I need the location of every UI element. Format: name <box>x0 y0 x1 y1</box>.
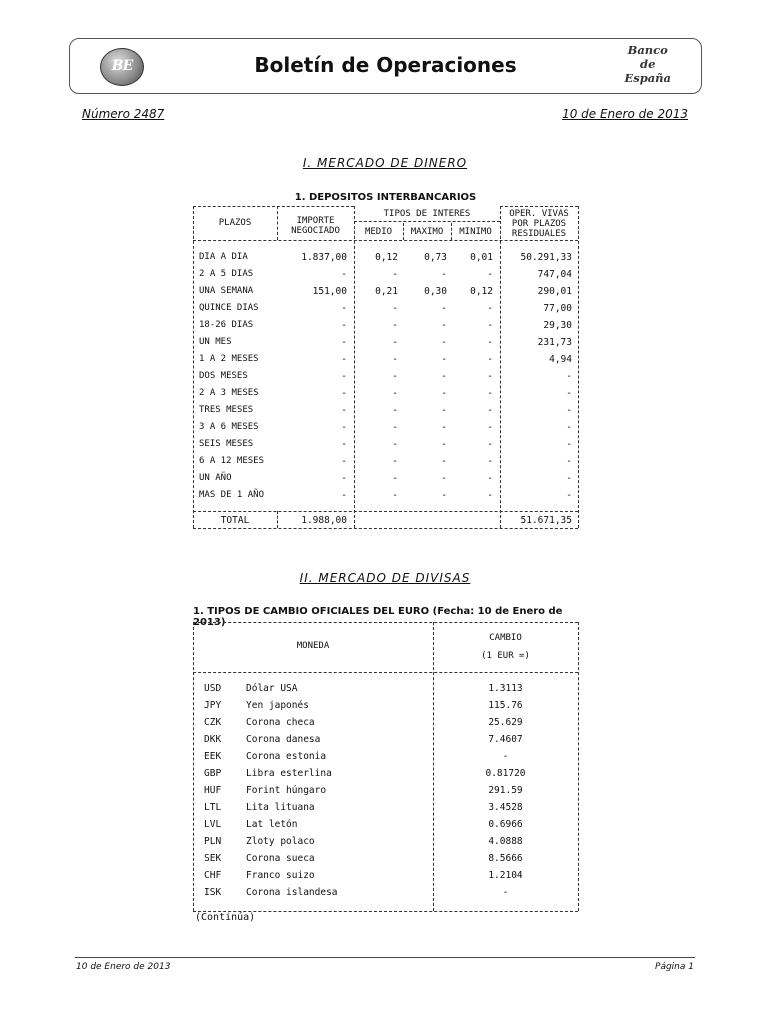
cell-medio: - <box>392 490 398 501</box>
currency-row <box>193 836 578 853</box>
currency-name: Forint húngaro <box>246 785 327 796</box>
header-cambio: CAMBIO <box>489 633 522 643</box>
currency-name: Corona checa <box>246 717 315 728</box>
depositos-row <box>193 456 578 473</box>
bulletin-number: Número 2487 <box>82 107 165 121</box>
currency-rate: 0.81720 <box>485 768 526 779</box>
cell-oper: 231,73 <box>537 337 572 348</box>
currency-rate: 25.629 <box>488 717 523 728</box>
currency-row <box>193 734 578 751</box>
cell-minimo: - <box>487 422 493 433</box>
currency-rate: - <box>502 751 509 762</box>
cell-maximo: 0,30 <box>424 286 447 297</box>
cell-minimo: - <box>487 405 493 416</box>
cell-oper: 29,30 <box>543 320 572 331</box>
currency-row <box>193 802 578 819</box>
currency-code: DKK <box>204 734 222 745</box>
cell-minimo: 0,12 <box>470 286 493 297</box>
cell-oper: - <box>566 456 572 467</box>
brand-line: España <box>624 71 671 85</box>
cell-minimo: - <box>487 269 493 280</box>
currency-rate: 4.0888 <box>488 836 523 847</box>
cell-maximo: - <box>441 269 447 280</box>
cell-plazo: 3 A 6 MESES <box>199 422 259 432</box>
cell-maximo: - <box>441 320 447 331</box>
header-oper-vivas <box>500 209 578 239</box>
cell-oper: - <box>566 439 572 450</box>
currency-rate: 8.5666 <box>488 853 523 864</box>
header-moneda: MONEDA <box>296 641 330 651</box>
cell-maximo: - <box>441 388 447 399</box>
currency-name: Lita lituana <box>246 802 315 813</box>
subtitle-depositos: 1. DEPOSITOS INTERBANCARIOS <box>294 192 477 203</box>
currency-row <box>193 887 578 904</box>
currency-row <box>193 751 578 768</box>
cell-minimo: - <box>487 456 493 467</box>
currency-rate: 3.4528 <box>488 802 523 813</box>
cell-oper: - <box>566 490 572 501</box>
cell-importe: - <box>341 456 347 467</box>
cell-maximo: - <box>441 456 447 467</box>
cell-medio: - <box>392 388 398 399</box>
cell-medio: - <box>392 439 398 450</box>
document-header <box>69 38 702 94</box>
depositos-row <box>193 490 578 507</box>
currency-code: ISK <box>204 887 222 898</box>
cell-minimo: - <box>487 490 493 501</box>
cell-plazo: UNA SEMANA <box>199 286 254 296</box>
cell-oper: 50.291,33 <box>520 252 572 263</box>
cell-medio: - <box>392 422 398 433</box>
bulletin-date: 10 de Enero de 2013 <box>562 107 688 121</box>
depositos-row <box>193 473 578 490</box>
cell-oper: 747,04 <box>537 269 572 280</box>
cell-importe: - <box>341 354 347 365</box>
currency-code: LTL <box>204 802 222 813</box>
tipos-cambio-table <box>193 622 578 912</box>
header-importe-line: NEGOCIADO <box>291 226 340 236</box>
depositos-row <box>193 354 578 371</box>
cell-plazo: 6 A 12 MESES <box>199 456 265 466</box>
cell-minimo: - <box>487 439 493 450</box>
header-oper-line: OPER. VIVAS <box>509 209 569 219</box>
currency-row <box>193 768 578 785</box>
cell-maximo: - <box>441 490 447 501</box>
brand-line: Banco <box>627 43 668 57</box>
depositos-row <box>193 286 578 303</box>
subtitle-tipos-cambio: 1. TIPOS DE CAMBIO OFICIALES DEL EURO (Fecha: 10 de Enero de 2013) <box>193 606 563 628</box>
depositos-row <box>193 388 578 405</box>
cell-medio: - <box>392 405 398 416</box>
depositos-row <box>193 405 578 422</box>
cell-medio: - <box>392 337 398 348</box>
footer-date: 10 de Enero de 2013 <box>76 962 171 972</box>
currency-row <box>193 870 578 887</box>
cell-oper: 290,01 <box>537 286 572 297</box>
cell-plazo: 1 A 2 MESES <box>199 354 259 364</box>
currency-name: Dólar USA <box>246 683 298 694</box>
cell-minimo: - <box>487 337 493 348</box>
currency-code: USD <box>204 683 222 694</box>
cell-importe: - <box>341 388 347 399</box>
cell-importe: - <box>341 490 347 501</box>
cell-medio: - <box>392 320 398 331</box>
header-tipos-interes: TIPOS DE INTERES <box>383 209 471 219</box>
header-cambio-unit: (1 EUR =) <box>481 651 530 661</box>
currency-code: CZK <box>204 717 222 728</box>
cell-plazo: UN AÑO <box>199 473 232 483</box>
cell-medio: - <box>392 456 398 467</box>
currency-code: SEK <box>204 853 222 864</box>
cell-plazo: 2 A 3 MESES <box>199 388 259 398</box>
currency-row <box>193 853 578 870</box>
currency-row <box>193 683 578 700</box>
cell-maximo: - <box>441 354 447 365</box>
cell-importe: 151,00 <box>312 286 347 297</box>
cell-importe: - <box>341 405 347 416</box>
cell-importe: - <box>341 439 347 450</box>
header-maximo: MAXIMO <box>410 227 444 237</box>
depositos-row <box>193 422 578 439</box>
cell-maximo: - <box>441 371 447 382</box>
currency-code: CHF <box>204 870 222 881</box>
header-importe-line: IMPORTE <box>296 216 335 226</box>
cell-importe: - <box>341 269 347 280</box>
cell-minimo: - <box>487 371 493 382</box>
cell-plazo: UN MES <box>199 337 232 347</box>
currency-name: Franco suizo <box>246 870 315 881</box>
section-title-mercado-divisas: II. MERCADO DE DIVISAS <box>299 571 471 585</box>
currency-rate: 115.76 <box>488 700 523 711</box>
cell-maximo: - <box>441 422 447 433</box>
cell-plazo: 18-26 DIAS <box>199 320 254 330</box>
cell-importe: - <box>341 422 347 433</box>
currency-row <box>193 717 578 734</box>
cell-maximo: - <box>441 473 447 484</box>
cell-plazo: 2 A 5 DIAS <box>199 269 254 279</box>
footer-page: Página 1 <box>655 962 694 972</box>
cell-medio: - <box>392 354 398 365</box>
cell-importe: - <box>341 303 347 314</box>
cell-plazo: DOS MESES <box>199 371 248 381</box>
total-importe: 1.988,00 <box>301 515 347 526</box>
currency-code: PLN <box>204 836 222 847</box>
cell-medio: - <box>392 473 398 484</box>
cell-medio: - <box>392 303 398 314</box>
cell-oper: - <box>566 371 572 382</box>
brand-line: de <box>640 57 656 71</box>
footer-divider <box>75 957 695 958</box>
header-oper-line: POR PLAZOS <box>511 219 567 229</box>
depositos-row <box>193 371 578 388</box>
currency-name: Libra esterlina <box>246 768 332 779</box>
cell-minimo: - <box>487 303 493 314</box>
cell-plazo: QUINCE DIAS <box>199 303 259 313</box>
depositos-row <box>193 337 578 354</box>
cell-oper: - <box>566 405 572 416</box>
currency-name: Yen japonés <box>246 700 309 711</box>
cell-minimo: - <box>487 354 493 365</box>
cell-maximo: - <box>441 439 447 450</box>
header-oper-line: RESIDUALES <box>511 229 567 239</box>
logo-text: BE <box>111 58 133 74</box>
cell-plazo: DIA A DIA <box>199 252 248 262</box>
cell-importe: - <box>341 473 347 484</box>
currency-code: EEK <box>204 751 222 762</box>
continua-note: (Continúa) <box>195 912 256 923</box>
currency-code: HUF <box>204 785 222 796</box>
cell-importe: - <box>341 371 347 382</box>
cell-medio: 0,21 <box>375 286 398 297</box>
header-importe <box>277 216 354 236</box>
total-oper: 51.671,35 <box>520 515 572 526</box>
depositos-row <box>193 320 578 337</box>
currency-name: Corona islandesa <box>246 887 338 898</box>
depositos-row <box>193 252 578 269</box>
header-medio: MEDIO <box>364 227 393 237</box>
cell-minimo: - <box>487 473 493 484</box>
currency-rate: - <box>502 887 509 898</box>
cell-plazo: TRES MESES <box>199 405 254 415</box>
cell-oper: 77,00 <box>543 303 572 314</box>
header-minimo: MINIMO <box>459 227 492 237</box>
currency-row <box>193 700 578 717</box>
cell-maximo: 0,73 <box>424 252 447 263</box>
page-title: Boletín de Operaciones <box>254 53 517 77</box>
currency-rate: 7.4607 <box>488 734 523 745</box>
currency-rate: 1.2104 <box>488 870 523 881</box>
currency-name: Corona danesa <box>246 734 321 745</box>
header-plazos: PLAZOS <box>218 218 252 228</box>
currency-code: JPY <box>204 700 222 711</box>
cell-oper: 4,94 <box>549 354 572 365</box>
total-label: TOTAL <box>220 515 250 526</box>
depositos-row <box>193 303 578 320</box>
currency-row <box>193 819 578 836</box>
cell-minimo: - <box>487 388 493 399</box>
currency-name: Zloty polaco <box>246 836 315 847</box>
currency-rate: 1.3113 <box>488 683 523 694</box>
currency-rate: 0.6966 <box>488 819 523 830</box>
cell-medio: 0,12 <box>375 252 398 263</box>
depositos-row <box>193 439 578 456</box>
cell-minimo: 0,01 <box>470 252 493 263</box>
cell-oper: - <box>566 422 572 433</box>
cell-oper: - <box>566 473 572 484</box>
cell-plazo: MAS DE 1 AÑO <box>199 490 265 500</box>
cell-importe: 1.837,00 <box>301 252 347 263</box>
cell-importe: - <box>341 320 347 331</box>
brand-name <box>624 43 671 85</box>
cell-maximo: - <box>441 303 447 314</box>
cell-maximo: - <box>441 337 447 348</box>
cell-minimo: - <box>487 320 493 331</box>
currency-code: GBP <box>204 768 222 779</box>
currency-rate: 291.59 <box>488 785 523 796</box>
currency-name: Corona estonia <box>246 751 327 762</box>
cell-plazo: SEIS MESES <box>199 439 254 449</box>
section-title-mercado-dinero: I. MERCADO DE DINERO <box>302 156 468 170</box>
cell-importe: - <box>341 337 347 348</box>
currency-row <box>193 785 578 802</box>
total-row <box>193 515 578 532</box>
cell-medio: - <box>392 371 398 382</box>
cell-maximo: - <box>441 405 447 416</box>
cell-oper: - <box>566 388 572 399</box>
depositos-table <box>193 206 578 532</box>
currency-name: Corona sueca <box>246 853 315 864</box>
cell-medio: - <box>392 269 398 280</box>
currency-name: Lat letón <box>246 819 298 830</box>
depositos-row <box>193 269 578 286</box>
currency-code: LVL <box>204 819 222 830</box>
